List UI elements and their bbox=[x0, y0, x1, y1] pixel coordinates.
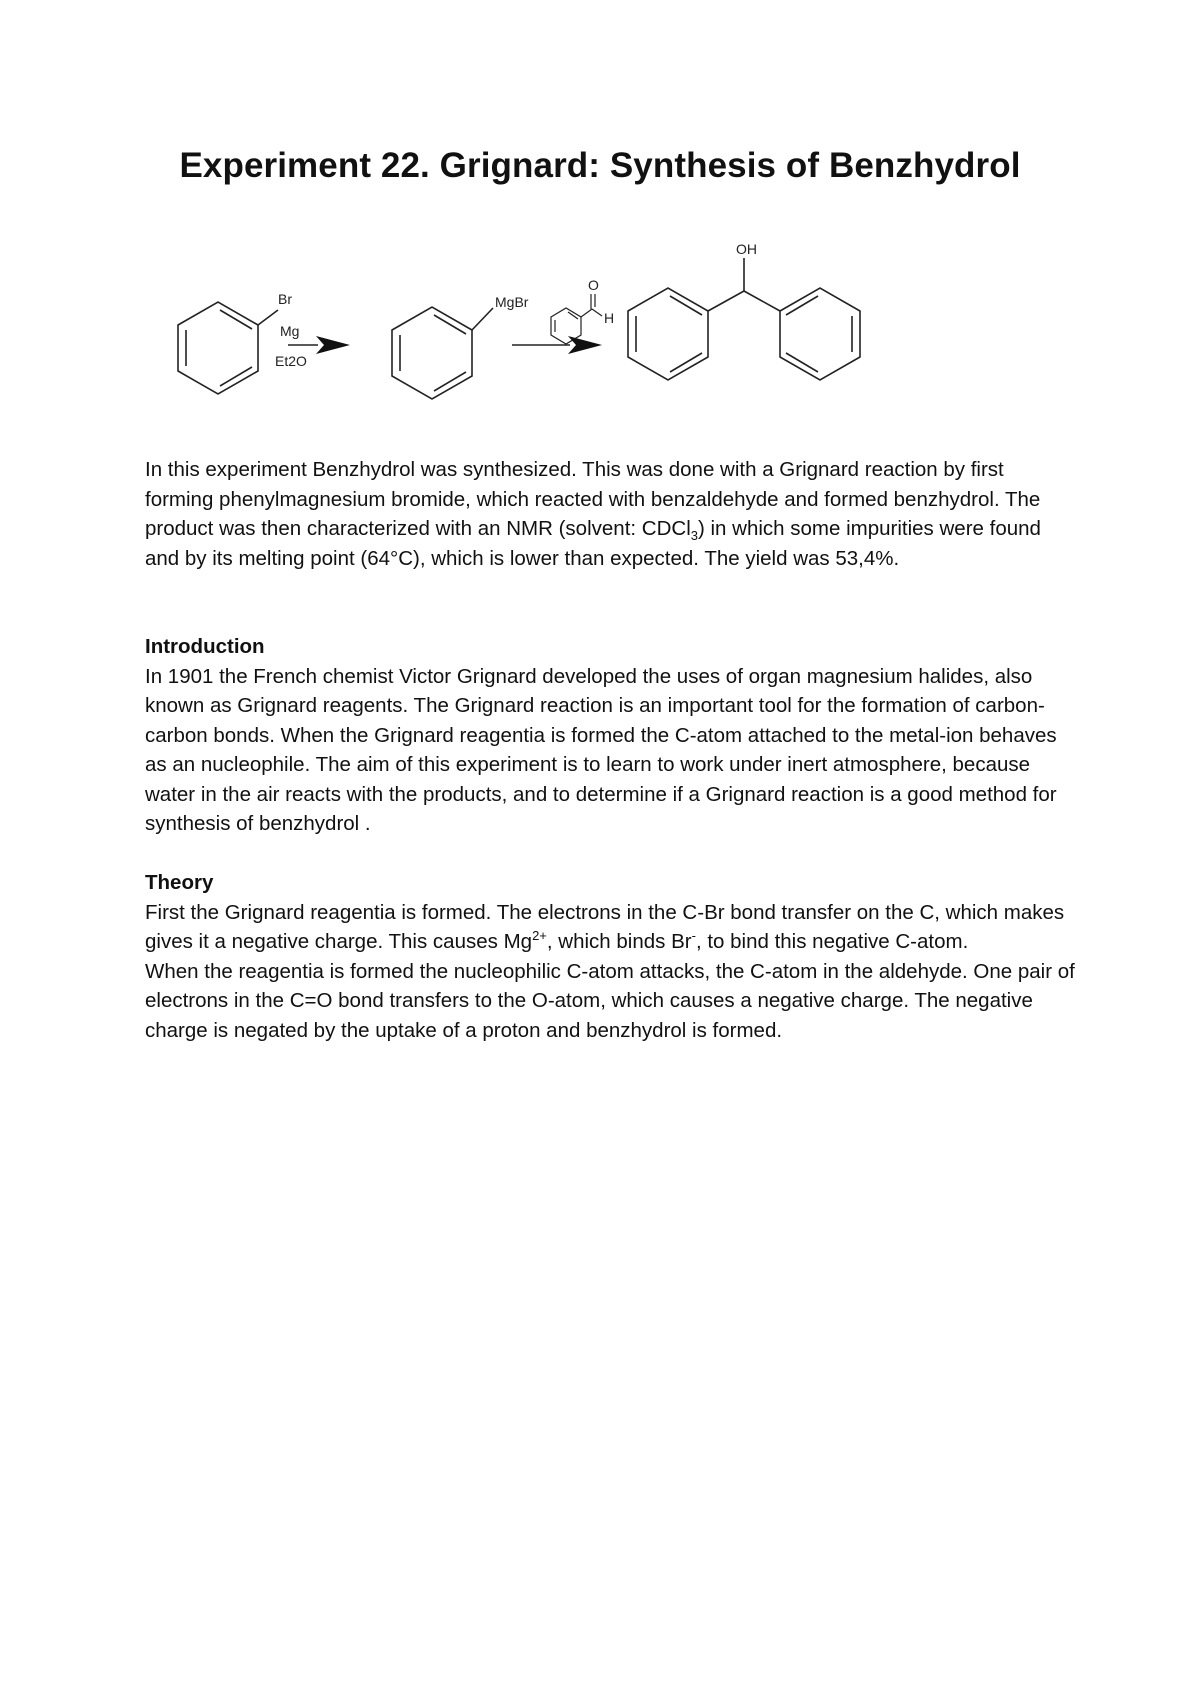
abstract-text-1: In this experiment Benzhydrol was synthesized. This was done with a Grignard reaction by first forming phenylmagnesium bromide, which reacted with benzaldehyde and formed benzhydrol. The product was then characterized with an NMR (solvent: CDCl bbox=[145, 458, 1041, 540]
theory-paragraph-2: When the reagentia is formed the nucleophilic C-atom attacks, the C-atom in the aldehyde. One pair of electrons in the C=O bond transfers to the O-atom, which causes a negative charge. The negative charge is negated by the uptake of a proton and benzhydrol is formed. bbox=[145, 959, 1075, 1042]
introduction-section bbox=[145, 632, 1075, 839]
product-substituent-label: OH bbox=[736, 241, 757, 257]
page-title: Experiment 22. Grignard: Synthesis of Benzhydrol bbox=[179, 146, 1021, 185]
theory-section bbox=[145, 868, 1075, 1045]
introduction-heading: Introduction bbox=[145, 635, 265, 658]
theory-text-1a: First the Grignard reagentia is formed. The electrons in the C-Br bond transfer on the C, which makes gives it a negative charge. This causes Mg bbox=[145, 900, 1065, 953]
reactant-substituent-label: Br bbox=[278, 291, 292, 307]
abstract-text-2: ) in which some impurities were found and by its melting point (64°C), which is lower than expected. The yield was 53,4%. bbox=[145, 517, 1041, 570]
phenylmagnesium-bromide-ring bbox=[392, 307, 493, 399]
benzhydrol-structure bbox=[628, 258, 860, 380]
reaction-scheme bbox=[140, 240, 960, 440]
benzaldehyde-structure bbox=[551, 294, 602, 344]
reagent-top-label: Mg bbox=[280, 323, 300, 339]
arrowhead-2 bbox=[568, 336, 602, 354]
theory-heading: Theory bbox=[145, 871, 214, 894]
theory-superscript-2: - bbox=[691, 928, 696, 944]
introduction-text: In 1901 the French chemist Victor Grignard developed the uses of organ magnesium halides, also known as Grignard reagents. The Grignard reaction is an important tool for the formation of carbon-carbon bonds. When the Grignard reagentia is formed the C-atom attached to the metal-ion behaves as an nucleophile. The aim of this experiment is to learn to work under inert atmosphere, because water in the air reacts with the products, and to determine if a Grignard reaction is a good method for synthesis of benzhydrol . bbox=[145, 664, 1057, 835]
aldehyde-hydrogen-label: H bbox=[604, 310, 615, 326]
theory-text-1c: , to bind this negative C-atom. bbox=[695, 930, 969, 953]
theory-text-1b: , which binds Br bbox=[546, 930, 692, 953]
theory-paragraph-1 bbox=[145, 898, 1075, 957]
reagent-bottom-label: Et2O bbox=[275, 353, 307, 369]
abstract-subscript: 3 bbox=[690, 528, 698, 544]
aldehyde-oxygen-label: O bbox=[588, 277, 599, 293]
theory-superscript-1: 2+ bbox=[532, 928, 547, 944]
arrowhead-1 bbox=[316, 336, 350, 354]
intermediate-substituent-label: MgBr bbox=[495, 294, 529, 310]
bromobenzene-ring bbox=[178, 302, 278, 394]
abstract-paragraph bbox=[145, 455, 1075, 573]
